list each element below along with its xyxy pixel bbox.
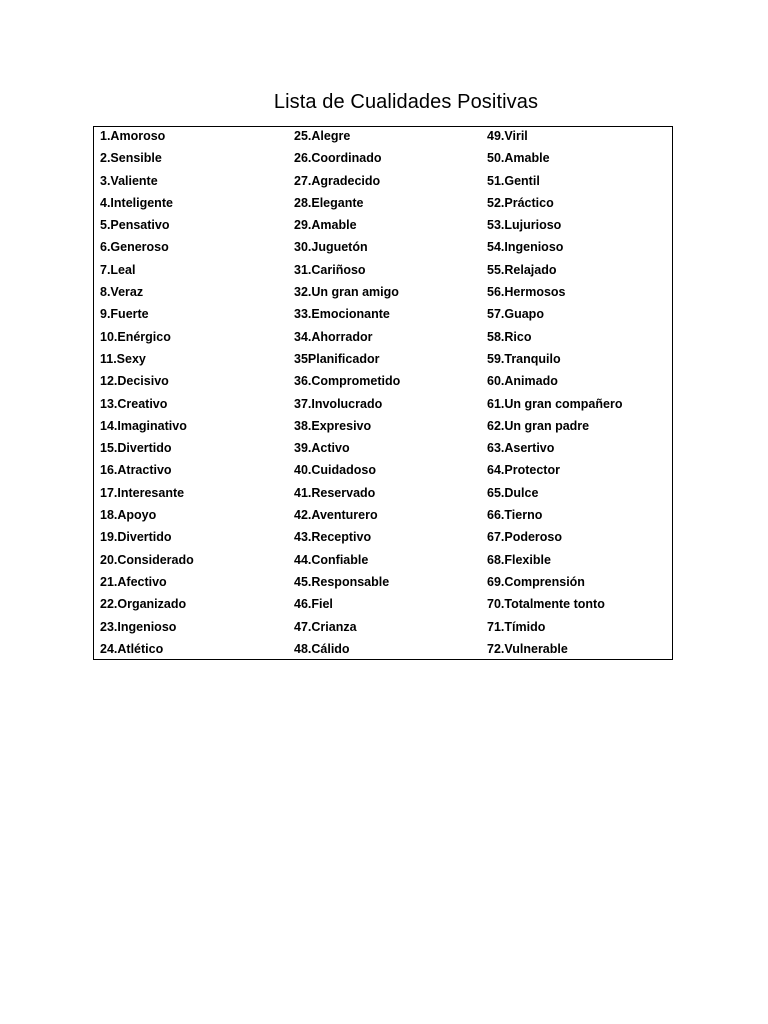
quality-item: 1.Amoroso [100,129,166,143]
quality-item: 20.Considerado [100,552,194,567]
quality-item: 34.Ahorrador [294,329,373,344]
quality-item: 13.Creativo [100,396,168,411]
quality-item: 62.Un gran padre [487,418,590,433]
quality-item: 17.Interesante [100,485,185,500]
quality-item: 15.Divertido [100,441,172,456]
quality-item: 19.Divertido [100,530,172,545]
quality-item: 4.Inteligente [100,195,173,210]
quality-item: 11.Sexy [100,351,146,366]
quality-item: 57.Guapo [487,307,544,322]
quality-item: 10.Enérgico [100,329,171,344]
quality-item: 66.Tierno [487,508,543,523]
quality-item: 7.Leal [100,262,136,277]
qualities-column-2 [294,127,484,662]
quality-item: 40.Cuidadoso [294,463,376,478]
quality-item: 72.Vulnerable [487,641,568,656]
quality-item: 25.Alegre [294,129,351,143]
quality-item: 41.Reservado [294,485,376,500]
quality-item: 26.Coordinado [294,151,382,166]
quality-item: 51.Gentil [487,173,540,188]
quality-item: 24.Atlético [100,641,164,656]
quality-item: 63.Asertivo [487,441,555,456]
quality-item: 27.Agradecido [294,173,381,188]
quality-item: 52.Práctico [487,195,554,210]
quality-item: 54.Ingenioso [487,240,564,255]
quality-item: 33.Emocionante [294,307,390,322]
quality-item: 16.Atractivo [100,463,172,478]
quality-item: 71.Tímido [487,619,546,634]
quality-item: 67.Poderoso [487,530,563,545]
qualities-column-1 [100,127,290,662]
quality-item: 18.Apoyo [100,508,157,523]
quality-item: 50.Amable [487,151,550,166]
quality-item: 8.Veraz [100,285,144,300]
quality-item: 12.Decisivo [100,374,169,389]
quality-item: 47.Crianza [294,619,357,634]
quality-item: 14.Imaginativo [100,418,187,433]
quality-item: 58.Rico [487,329,532,344]
quality-item: 37.Involucrado [294,396,383,411]
quality-item: 5.Pensativo [100,218,170,233]
quality-item: 23.Ingenioso [100,619,177,634]
quality-item: 60.Animado [487,374,558,389]
quality-item: 43.Receptivo [294,530,372,545]
quality-item: 3.Valiente [100,173,158,188]
quality-item: 48.Cálido [294,641,350,656]
quality-item: 46.Fiel [294,597,333,612]
quality-item: 21.Afectivo [100,574,167,589]
quality-item: 65.Dulce [487,485,539,500]
document-title: Lista de Cualidades Positivas [273,91,539,113]
quality-item: 22.Organizado [100,597,187,612]
quality-item: 55.Relajado [487,262,557,277]
quality-item: 70.Totalmente tonto [487,597,605,612]
quality-item: 9.Fuerte [100,307,149,322]
quality-item: 39.Activo [294,441,350,456]
quality-item: 68.Flexible [487,552,551,567]
quality-item: 49.Viril [487,129,528,143]
quality-item: 69.Comprensión [487,574,585,589]
quality-item: 42.Aventurero [294,508,378,523]
qualities-column-3 [487,127,673,662]
qualities-table [93,126,673,660]
quality-item: 45.Responsable [294,574,390,589]
quality-item: 59.Tranquilo [487,351,561,366]
quality-item: 53.Lujurioso [487,218,562,233]
quality-item: 31.Cariñoso [294,262,366,277]
quality-item: 61.Un gran compañero [487,396,623,411]
quality-item: 29.Amable [294,218,357,233]
quality-item: 30.Juguetón [294,240,368,255]
quality-item: 64.Protector [487,463,560,478]
quality-item: 2.Sensible [100,151,162,166]
quality-item: 32.Un gran amigo [294,285,399,300]
quality-item: 36.Comprometido [294,374,401,389]
quality-item: 6.Generoso [100,240,169,255]
quality-item: 38.Expresivo [294,418,372,433]
quality-item: 56.Hermosos [487,285,566,300]
quality-item: 44.Confiable [294,552,369,567]
quality-item: 28.Elegante [294,195,364,210]
quality-item: 35Planificador [294,351,380,366]
